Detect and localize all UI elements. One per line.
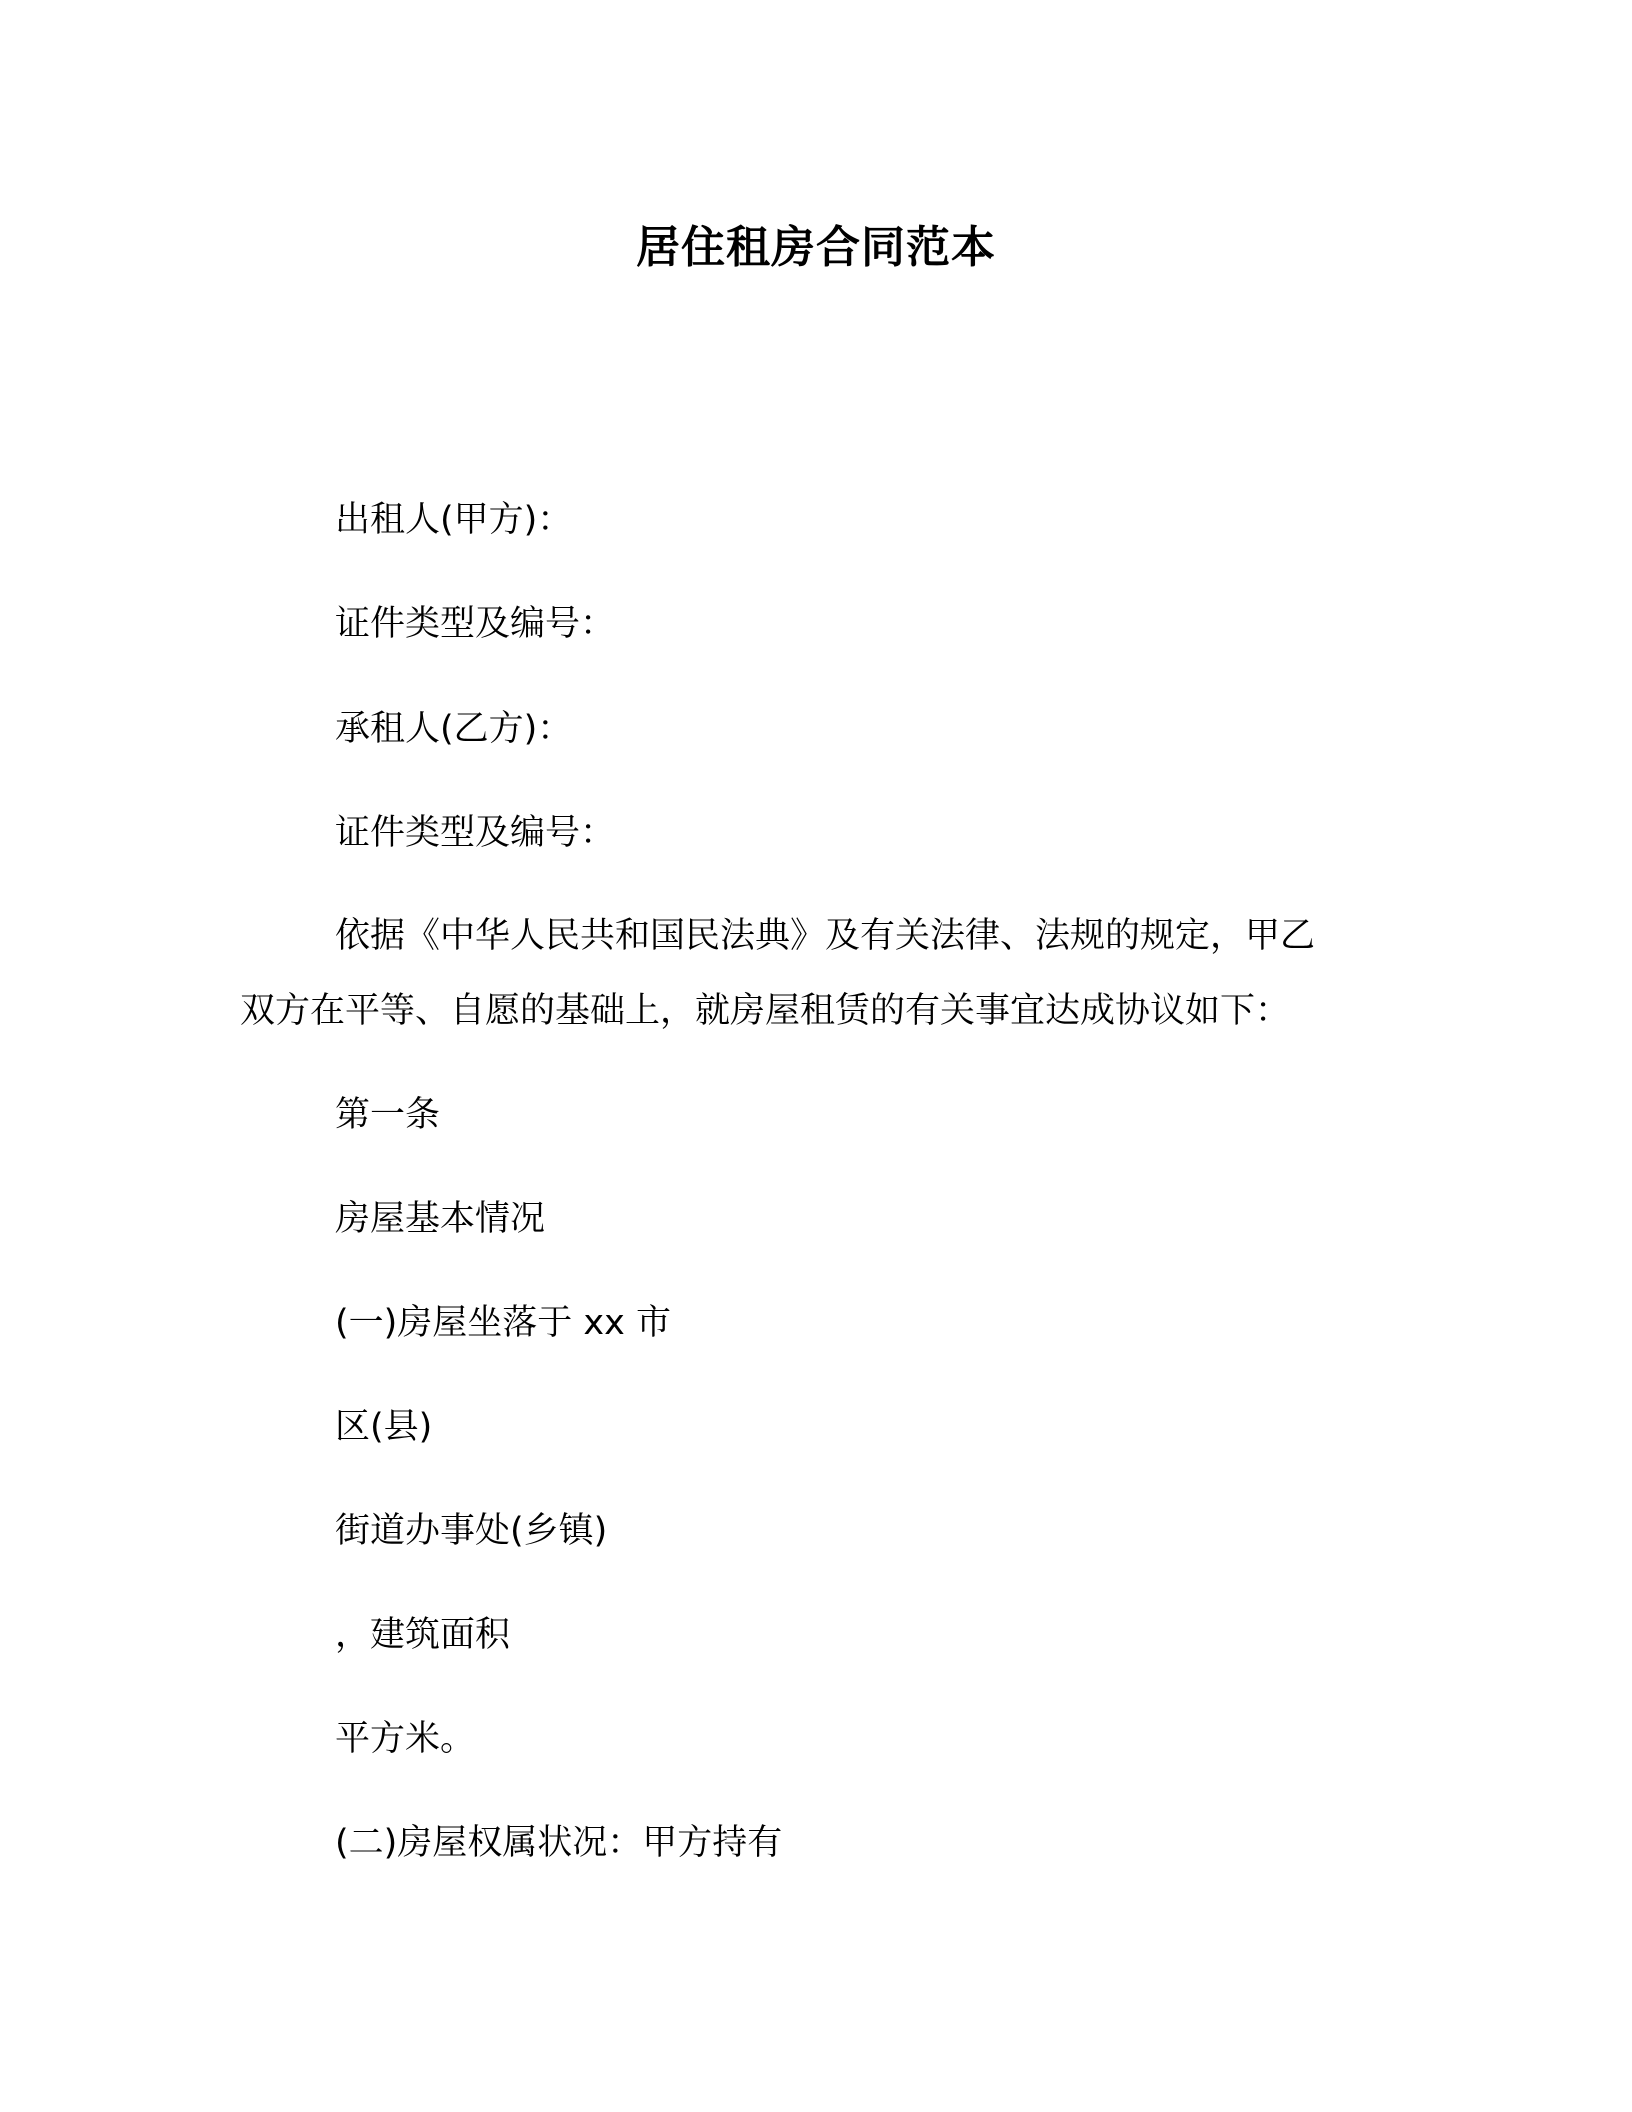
article-heading: 第一条 [335,1095,441,1135]
preamble-line-2: 双方在平等、自愿的基础上，就房屋租赁的有关事宜达成协议如下： [240,991,1291,1031]
clause-location-city: (一)房屋坐落于 xx 市 [335,1303,671,1343]
lessor-line: 出租人(甲方)： [335,500,573,540]
clause-location-district: 区(县) [335,1407,433,1447]
preamble-line-1: 依据《中华人民共和国民法典》及有关法律、法规的规定，甲乙 [335,916,1316,956]
clause-area-unit: 平方米。 [335,1719,476,1759]
section-heading: 房屋基本情况 [335,1199,546,1239]
lessee-id-line: 证件类型及编号： [335,813,616,853]
lessee-line: 承租人(乙方)： [335,709,573,749]
clause-floor-area: ，建筑面积 [335,1615,511,1655]
clause-location-street: 街道办事处(乡镇) [335,1511,608,1551]
document-title: 居住租房合同范本 [636,222,996,273]
clause-ownership: (二)房屋权属状况：甲方持有 [335,1823,783,1863]
lessor-id-line: 证件类型及编号： [335,604,616,644]
